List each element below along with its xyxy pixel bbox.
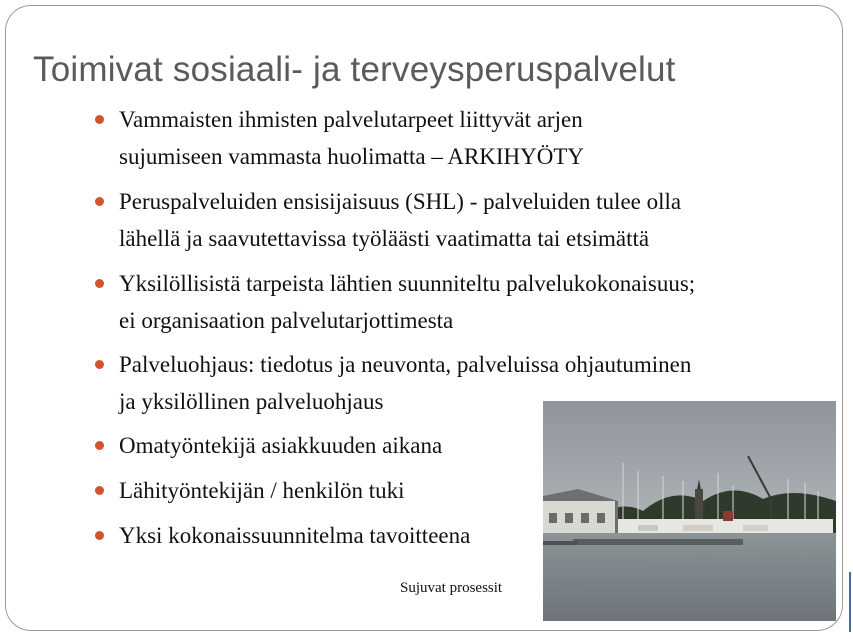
bullet-line: ei organisaation palvelutarjottimesta [119,308,454,333]
bullet-line: Palveluohjaus: tiedotus ja neuvonta, palveluissa ohjautuminen [119,352,692,377]
bullet-dot-icon [95,486,104,495]
bullet-line: lähellä ja saavutettavissa työläästi vaatimatta tai etsimättä [119,226,650,251]
bullet-dot-icon [95,441,104,450]
bullet-line: Lähityöntekijän / henkilön tuki [119,478,405,503]
bullet-dot-icon [95,531,104,540]
bullet-dot-icon [95,279,104,288]
bullet-line: ja yksilöllinen palveluohjaus [119,389,384,414]
harbor-photo [543,401,836,621]
bullet-dot-icon [95,115,104,124]
bullet-line: sujumiseen vammasta huolimatta – ARKIHYÖTY [119,144,585,169]
bullet-line: Yksilöllisistä tarpeista lähtien suunniteltu palvelukokonaisuus; [119,271,696,296]
bullet-dot-icon [95,360,104,369]
bullet-dot-icon [95,197,104,206]
slide-title: Toimivat sosiaali- ja terveysperuspalvelut [33,50,676,89]
edge-marker [849,572,851,632]
bullet-line: Peruspalveluiden ensisijaisuus (SHL) - palveluiden tulee olla [119,189,682,214]
bullet-line: Yksi kokonaissuunnitelma tavoitteena [119,523,471,548]
photo-caption: Sujuvat prosessit [400,580,503,596]
bullet-line: Omatyöntekijä asiakkuuden aikana [119,433,443,458]
bullet-line: Vammaisten ihmisten palvelutarpeet liittyvät arjen [119,107,583,132]
